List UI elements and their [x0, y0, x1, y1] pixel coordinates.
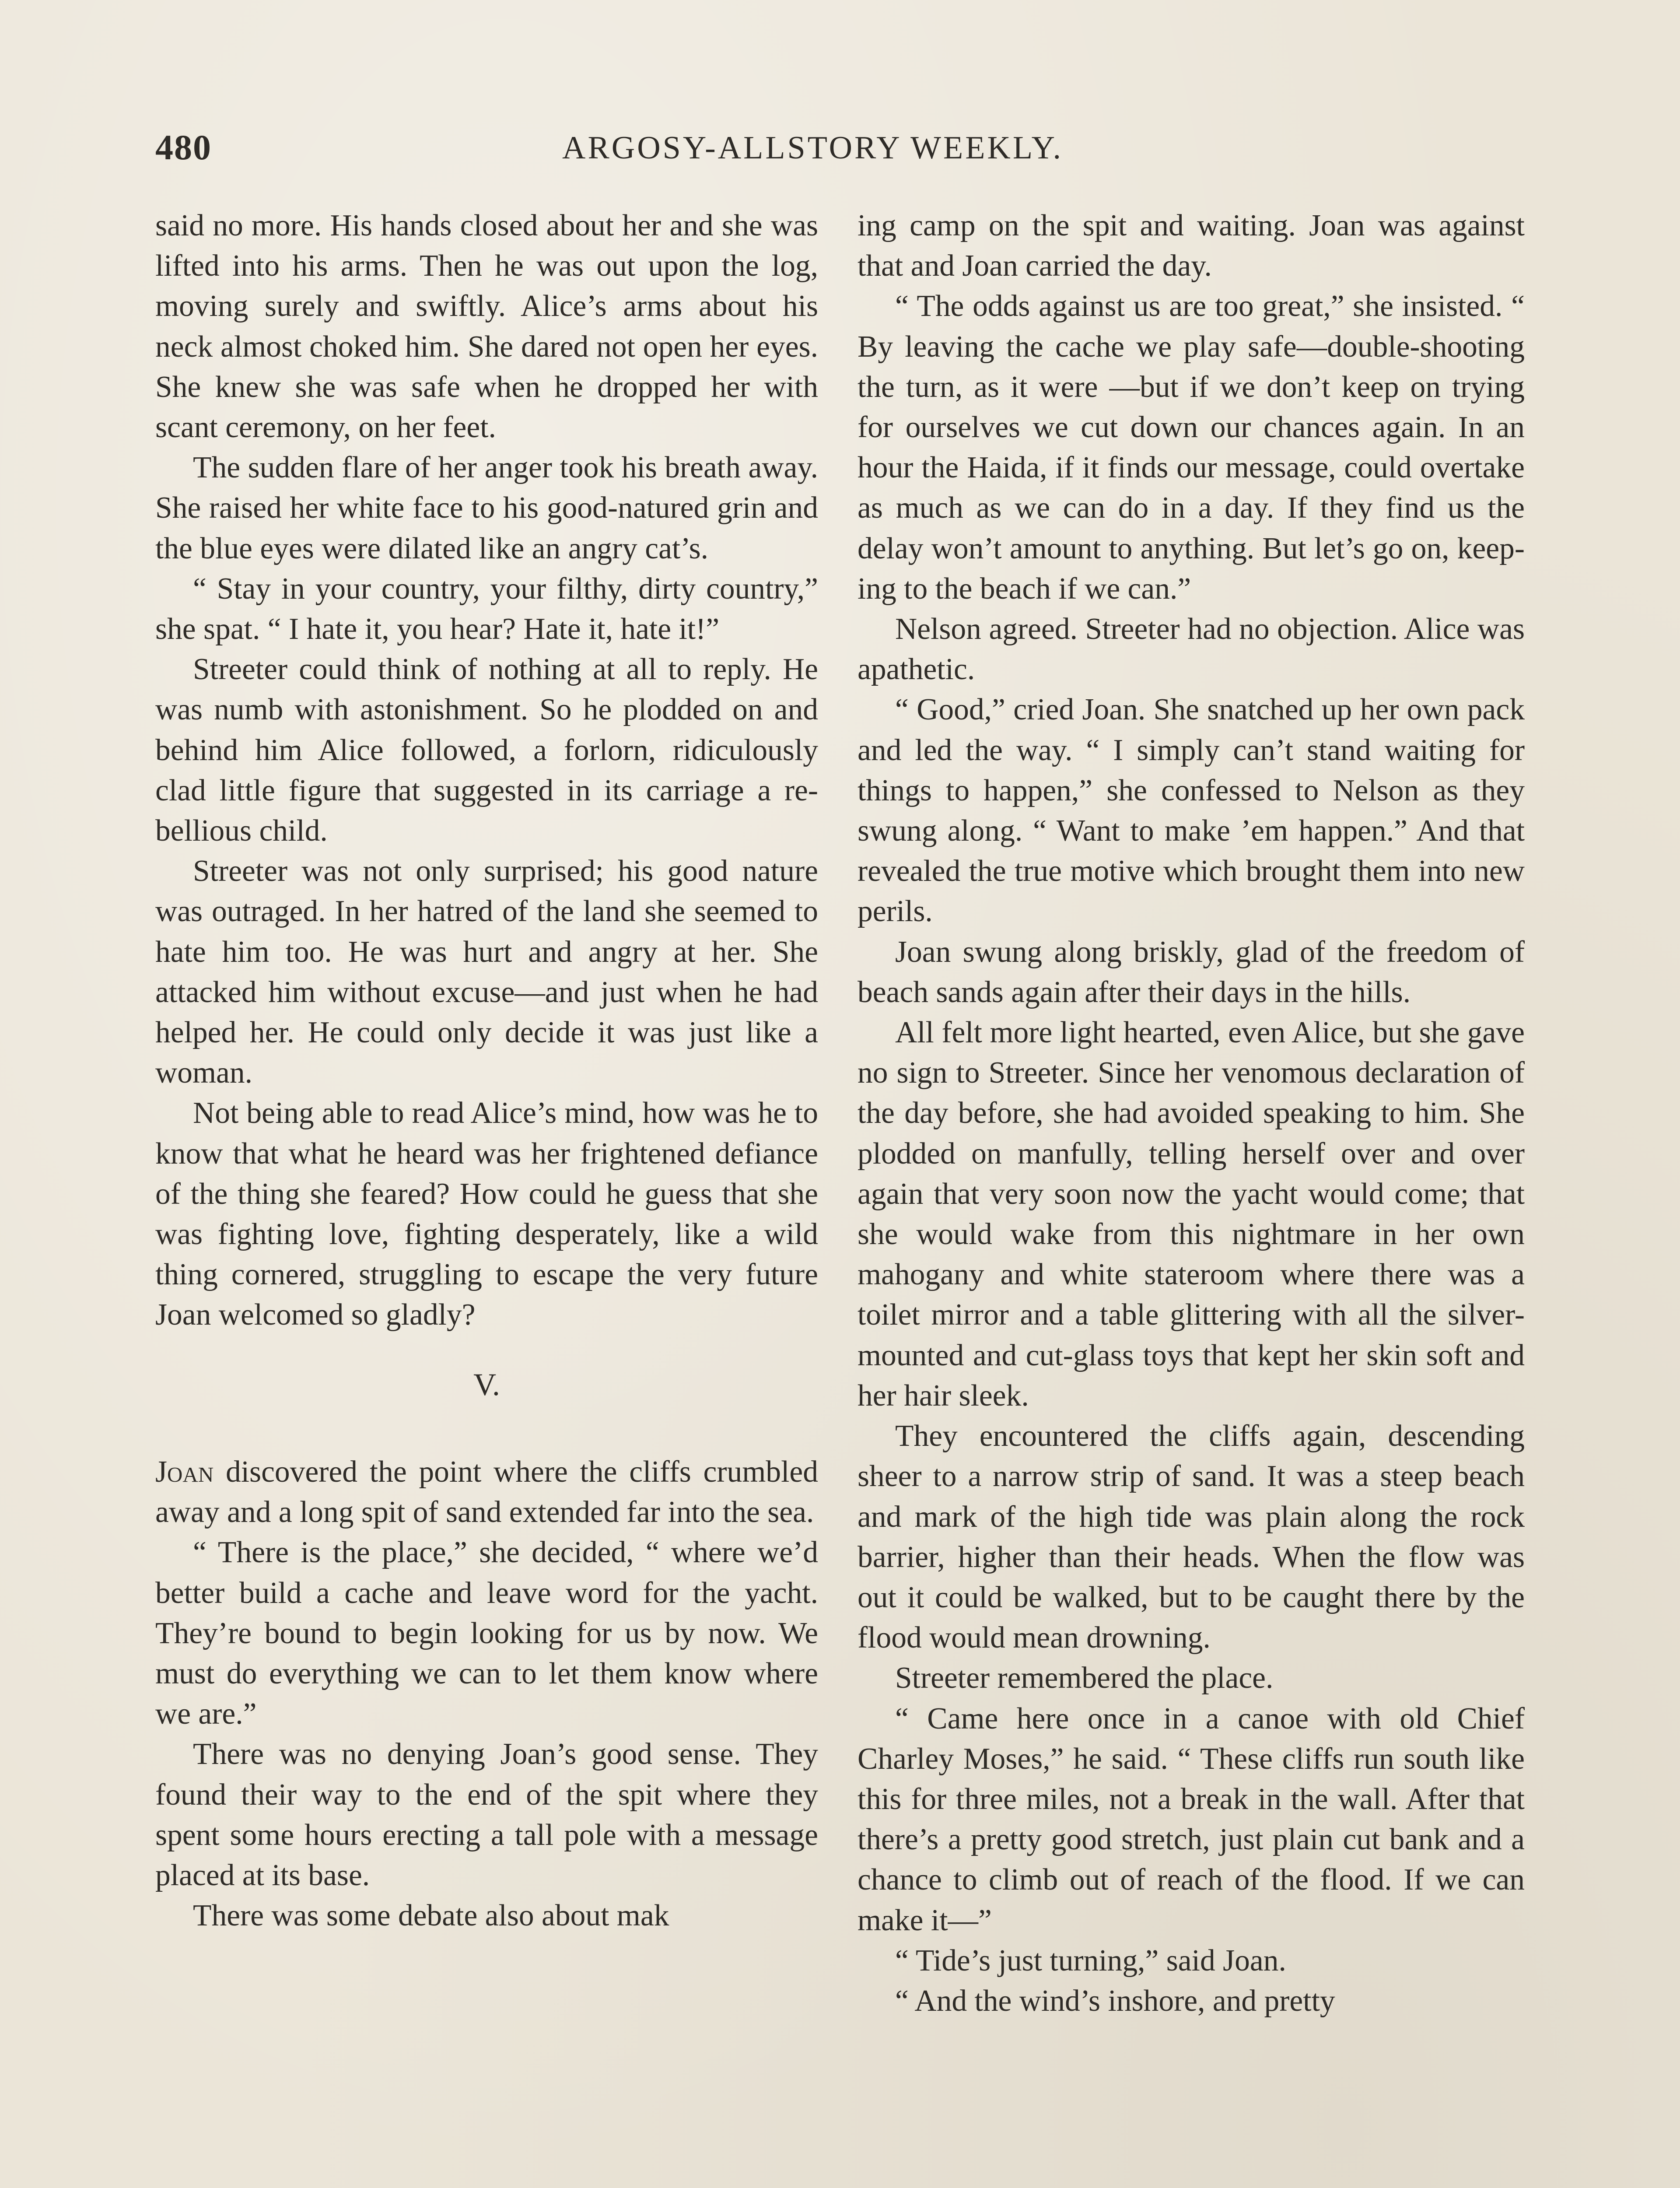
paragraph: “ There is the place,” she decided, “ where we’d better build a cache and leave word for the yacht. They’re bound to begin looking for us by now. We must do everything we can to let them know where we are.”	[155, 1536, 818, 1731]
paragraph: “ The odds against us are too great,” she insisted. “ By leaving the cache we play safe—double-shooting the turn, as it were —but if we don’t keep on trying for ourselves we cut down our chances again. In an hour the Haida, if it finds our message, could overtake as much as we can do in a day. If they find us the delay won’t amount to anything. But let’s go on, keeping to the beach if we can.”	[858, 289, 1525, 606]
paragraph: Streeter remembered the place.	[895, 1661, 1274, 1695]
right-column	[858, 206, 1525, 2021]
paragraph: Streeter could think of nothing at all to reply. He was numb with astonishment. So he plodded on and behind him Alice followed, a forlorn, ridiculously clad little figure that suggested in its carriage a rebellious child.	[155, 652, 818, 848]
section-opening-paragraph	[155, 1452, 818, 1532]
paragraph: said no more. His hands closed about her and she was lifted into his arms. Then he was out upon the log, moving surely and swiftly. Alice’s arms about his neck almost choked him. She dared not open her eyes. She knew she was safe when he dropped her with scant ceremony, on her feet.	[155, 209, 818, 445]
left-column	[155, 206, 818, 1936]
section-heading: V.	[473, 1367, 500, 1402]
page-number: 480	[155, 127, 212, 167]
paragraph: ing camp on the spit and waiting. Joan was against that and Joan carried the day.	[858, 209, 1525, 283]
paragraph: There was some debate also about mak	[193, 1899, 669, 1933]
paragraph: “ Tide’s just turning,” said Joan.	[895, 1943, 1286, 1978]
paragraph: There was no denying Joan’s good sense. They found their way to the end of the spit where they spent some hours erecting a tall pole with a message placed at its base.	[155, 1737, 818, 1892]
dropcap-word: Joan	[155, 1455, 214, 1489]
page-header	[155, 127, 1525, 179]
paragraph: Not being able to read Alice’s mind, how was he to know that what he heard was her frightened defiance of the thing she feared? How could he guess that she was fighting love, fighting desperately, like a wild thing cornered, struggling to escape the very future Joan welcomed so gladly?	[155, 1096, 818, 1332]
paragraph: The sudden flare of her anger took his breath away. She raised her white face to his good-natured grin and the blue eyes were dilated like an angry cat’s.	[155, 451, 818, 565]
running-title: ARGOSY-ALLSTORY WEEKLY.	[562, 130, 1064, 166]
paragraph: Joan swung along briskly, glad of the freedom of beach sands again after their days in the hills.	[858, 935, 1525, 1009]
paragraph: “ Good,” cried Joan. She snatched up her own pack and led the way. “ I simply can’t stand waiting for things to happen,” she confessed to Nelson as they swung along. “ Want to make ’em happen.” And that revealed the true motive which brought them into new perils.	[858, 693, 1525, 929]
paragraph: They encountered the cliffs again, descending sheer to a narrow strip of sand. It was a steep beach and mark of the high tide was plain along the rock barrier, higher than their heads. When the flow was out it could be walked, but to be caught there by the flood would mean drowning.	[858, 1419, 1525, 1655]
paragraph: Nelson agreed. Streeter had no objection. Alice was apathetic.	[858, 612, 1525, 687]
section-opening-text: discovered the point where the cliffs crumbled away and a long spit of sand extended far into the sea.	[155, 1455, 818, 1529]
paragraph: “ Stay in your country, your filthy, dirty country,” she spat. “ I hate it, you hear? Hate it, hate it!”	[155, 572, 818, 646]
paragraph: “ And the wind’s inshore, and pretty	[895, 1984, 1335, 2018]
paragraph: Streeter was not only surprised; his good nature was outraged. In her hatred of the land she seemed to hate him too. He was hurt and angry at her. She attacked him without excuse—and just when he had helped her. He could only decide it was just like a woman.	[155, 854, 818, 1090]
paragraph: All felt more light hearted, even Alice, but she gave no sign to Streeter. Since her venomous declaration of the day before, she had avoided speaking to him. She plodded on manfully, telling herself over and over again that very soon now the yacht would come; that she would wake from this nightmare in her own mahogany and white stateroom where there was a toilet mirror and a table glittering with all the silver-mounted and cut-glass toys that kept her skin soft and her hair sleek.	[858, 1016, 1525, 1413]
paragraph: “ Came here once in a canoe with old Chief Charley Moses,” he said. “ These cliffs run south like this for three miles, not a break in the wall. After that there’s a pretty good stretch, just plain cut bank and a chance to climb out of reach of the flood. If we can make it—”	[858, 1701, 1525, 1937]
